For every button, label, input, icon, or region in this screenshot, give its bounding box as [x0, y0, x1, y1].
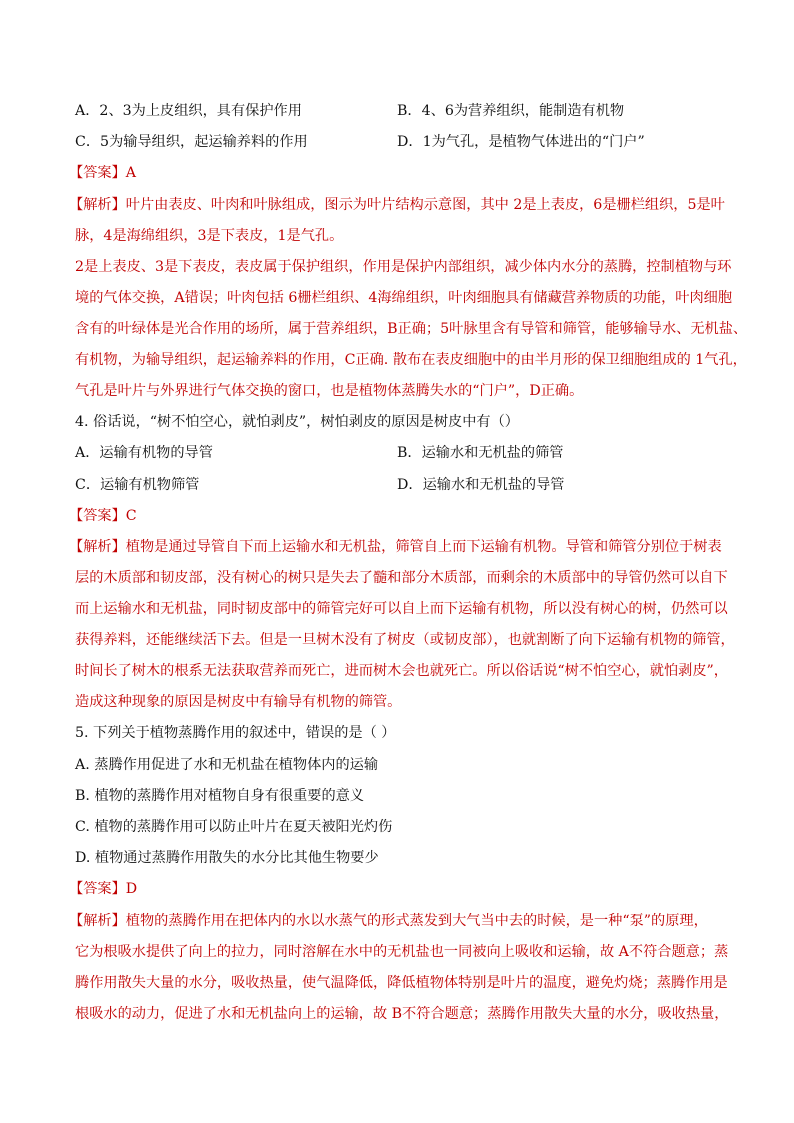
q3-analysis-line-1: 【解析】叶片由表皮、叶肉和叶脉组成，图示为叶片结构示意图，其中 2是上表皮，6是栅栏组织，5是叶 [69, 197, 725, 213]
q5-analysis-line-3: 腾作用散失大量的水分，吸收热量，使气温降低，降低植物体特别是叶片的温度，避免灼烧；蒸腾作用是 [75, 975, 728, 991]
q5-analysis-line-1: 【解析】植物的蒸腾作用在把体内的水以水蒸气的形式蒸发到大气当中去的时候，是一种“泵”的原理， [69, 913, 708, 929]
q4-analysis-line-2: 层的木质部和韧皮部，没有树心的树只是失去了髓和部分木质部，而剩余的木质部中的导管仍然可以自下 [75, 570, 728, 586]
q3-analysis-tag: 【解析】 [69, 197, 126, 213]
q5-option-c: C. 植物的蒸腾作用可以防止叶片在夏天被阳光灼伤 [75, 819, 393, 835]
q3-answer: 【答案】A [69, 165, 136, 181]
q4-option-a: A．运输有机物的导管 [75, 445, 213, 461]
q4-option-b: B．运输水和无机盐的筛管 [397, 445, 564, 461]
q4-analysis-line-6: 造成这种现象的原因是树皮中有输导有机物的筛管。 [75, 694, 402, 710]
q3-analysis-line-7: 气孔是叶片与外界进行气体交换的窗口，也是植物体蒸腾失水的“门户”，D正确。 [75, 383, 584, 399]
q4-stem: 4. 俗话说，“树不怕空心，就怕剥皮”，树怕剥皮的原因是树皮中有（） [75, 414, 519, 430]
q3-option-b: B．4、6为营养组织，能制造有机物 [397, 103, 625, 119]
q3-option-a: A．2、3为上皮组织，具有保护作用 [75, 103, 302, 119]
q4-analysis-line-1: 【解析】植物是通过导管自下而上运输水和无机盐，筛管自上而下运输有机物。导管和筛管分别位于树表 [69, 539, 722, 555]
q4-analysis-line-5: 时间长了树木的根系无法获取营养而死亡，进而树木会也就死亡。所以俗话说“树不怕空心，就怕剥皮”， [75, 663, 728, 679]
q5-option-b: B. 植物的蒸腾作用对植物自身有很重要的意义 [75, 788, 365, 804]
q3-analysis-line-2: 脉，4是海绵组织，3是下表皮，1是气孔。 [75, 228, 344, 244]
q4-analysis-line-4: 获得养料，还能继续活下去。但是一旦树木没有了树皮（或韧皮部），也就割断了向下运输有机物的筛管， [75, 632, 735, 648]
q3-analysis-line-5: 含有的叶绿体是光合作用的场所，属于营养组织，B正确；5叶脉里含有导管和筛管，能够输导水、无机盐、 [75, 321, 748, 337]
q3-analysis-line-3: 2是上表皮、3是下表皮，表皮属于保护组织，作用是保护内部组织，减少体内水分的蒸腾，控制植物与环 [75, 259, 732, 275]
q5-option-d: D. 植物通过蒸腾作用散失的水分比其他生物要少 [75, 850, 379, 866]
q5-option-a: A. 蒸腾作用促进了水和无机盐在植物体内的运输 [75, 757, 379, 773]
q4-option-d: D．运输水和无机盐的导管 [397, 477, 565, 493]
q5-answer: 【答案】D [69, 881, 138, 897]
q4-option-c: C．运输有机物筛管 [75, 477, 200, 493]
q4-analysis-line-3: 而上运输水和无机盐，同时韧皮部中的筛管完好可以自上而下运输有机物，所以没有树心的树，仍然可以 [75, 601, 728, 617]
q5-analysis-line-4: 根吸水的动力，促进了水和无机盐向上的运输，故 B不符合题意；蒸腾作用散失大量的水分，吸收热量， [75, 1006, 729, 1022]
q5-analysis-tag: 【解析】 [69, 913, 126, 929]
q5-stem: 5. 下列关于植物蒸腾作用的叙述中，错误的是（ ） [75, 725, 396, 741]
q5-analysis-line-2: 它为根吸水提供了向上的拉力，同时溶解在水中的无机盐也一同被向上吸收和运输，故 A不符合题意；蒸 [75, 944, 729, 960]
q3-option-d: D．1为气孔，是植物气体进出的“门户” [397, 134, 645, 150]
q3-analysis-line-6: 有机物，为输导组织，起运输养料的作用，C正确. 散布在表皮细胞中的由半月形的保卫细胞组成的 1气孔， [75, 352, 747, 368]
q4-analysis-tag: 【解析】 [69, 539, 126, 555]
q4-answer: 【答案】C [69, 508, 137, 524]
q3-option-c: C．5为输导组织，起运输养料的作用 [75, 134, 308, 150]
q3-analysis-line-4: 境的气体交换，A错误；叶肉包括 6栅栏组织、4海绵组织，叶肉细胞具有储藏营养物质的功能，叶肉细胞 [75, 290, 733, 306]
